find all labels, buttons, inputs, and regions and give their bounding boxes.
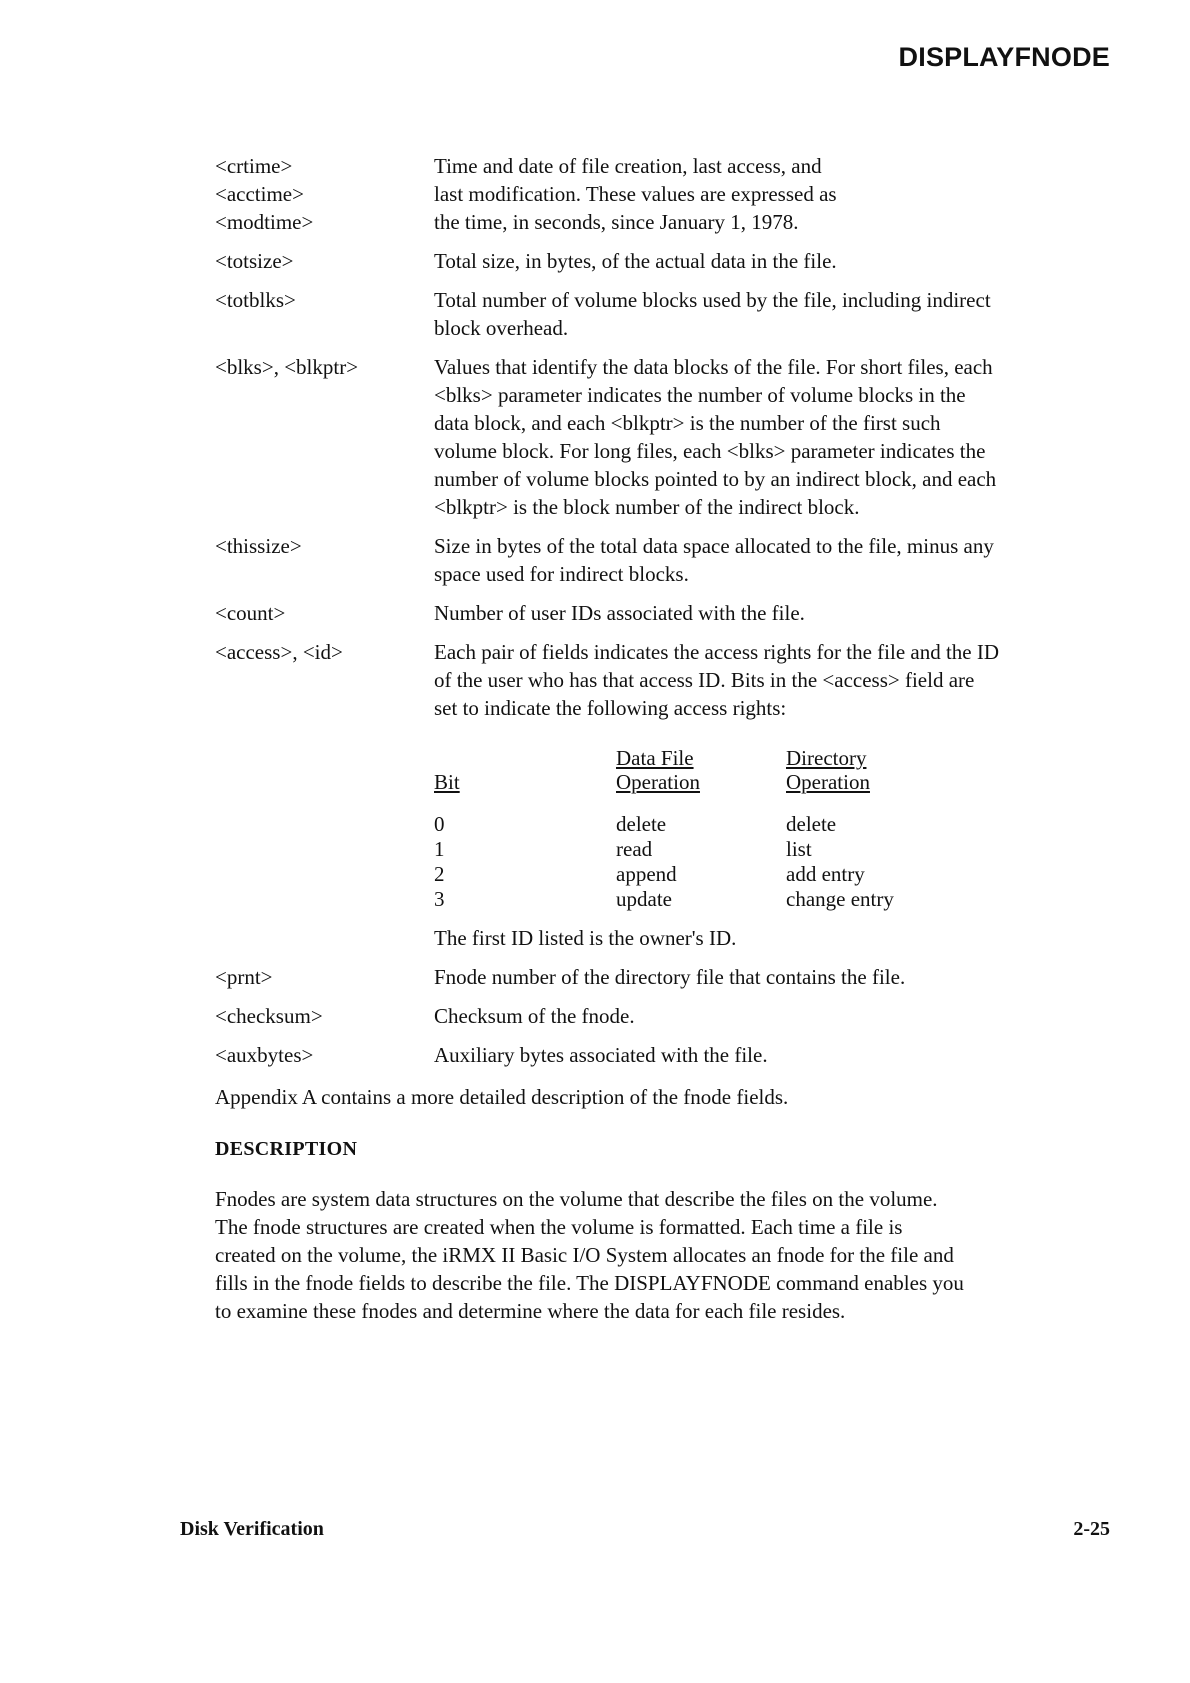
owner-id-note: The first ID listed is the owner's ID. — [434, 926, 737, 950]
param-description — [434, 532, 1090, 588]
param-name — [215, 286, 434, 342]
param-row-thissize — [215, 532, 1090, 588]
desc-line: the time, in seconds, since January 1, 1978. — [434, 210, 799, 234]
header-data-file-bottom: Operation — [616, 770, 700, 794]
header-directory — [786, 746, 966, 798]
cell-data-file: append — [616, 862, 677, 886]
param-description — [434, 1002, 1090, 1030]
section-heading-description: DESCRIPTION — [215, 1138, 358, 1160]
desc-line: <blks> parameter indicates the number of volume blocks in the — [434, 383, 966, 407]
desc-line: Checksum of the fnode. — [434, 1004, 635, 1028]
param-name-line: <access>, <id> — [215, 640, 343, 664]
param-row-totblks — [215, 286, 1090, 342]
param-description — [434, 599, 1090, 627]
table-row — [434, 837, 1090, 862]
cell-directory: delete — [786, 812, 837, 836]
cell-data-file: read — [616, 837, 653, 861]
param-name-line: <acctime> — [215, 182, 304, 206]
desc-line: block overhead. — [434, 316, 569, 340]
param-name — [215, 599, 434, 627]
appendix-note: Appendix A contains a more detailed description of the fnode fields. — [215, 1085, 789, 1109]
param-name — [215, 247, 434, 275]
desc-line: volume block. For long files, each <blks> parameter indicates the — [434, 439, 986, 463]
param-row-prnt — [215, 963, 1090, 991]
desc-line: Auxiliary bytes associated with the file. — [434, 1043, 768, 1067]
desc-line: Fnode number of the directory file that contains the file. — [434, 965, 906, 989]
param-description — [434, 963, 1090, 991]
description-line: created on the volume, the iRMX II Basic I/O System allocates an fnode for the file and — [215, 1243, 954, 1267]
param-row-totsize — [215, 247, 1090, 275]
param-row-checksum — [215, 1002, 1090, 1030]
param-name-line: <blks>, <blkptr> — [215, 355, 359, 379]
description-line: The fnode structures are created when the volume is formatted. Each time a file is — [215, 1215, 903, 1239]
desc-line: Total size, in bytes, of the actual data in the file. — [434, 249, 837, 273]
desc-line: Each pair of fields indicates the access rights for the file and the ID — [434, 640, 1000, 664]
cell-bit: 1 — [434, 837, 445, 861]
cell-bit: 2 — [434, 862, 445, 886]
param-row-access — [215, 638, 1090, 722]
desc-line: Number of user IDs associated with the file. — [434, 601, 805, 625]
param-name-line: <prnt> — [215, 965, 273, 989]
desc-line: last modification. These values are expressed as — [434, 182, 837, 206]
param-name — [215, 1041, 434, 1069]
page-content — [215, 152, 1090, 1325]
header-bit — [434, 746, 616, 798]
param-name-line: <totblks> — [215, 288, 296, 312]
cell-data-file: delete — [616, 812, 667, 836]
param-description — [434, 353, 1090, 521]
table-row — [434, 887, 1090, 912]
desc-line: set to indicate the following access rights: — [434, 696, 787, 720]
header-bit-label: Bit — [434, 770, 460, 794]
param-name — [215, 532, 434, 588]
param-description — [434, 247, 1090, 275]
param-description — [434, 152, 1090, 236]
header-directory-bottom: Operation — [786, 770, 870, 794]
header-data-file-top: Data File — [616, 746, 694, 770]
param-description — [434, 286, 1090, 342]
desc-line: of the user who has that access ID. Bits in the <access> field are — [434, 668, 975, 692]
param-name-line: <crtime> — [215, 154, 293, 178]
table-row — [434, 812, 1090, 837]
table-body — [434, 812, 1090, 912]
header-directory-top: Directory — [786, 746, 867, 770]
access-rights-table — [434, 746, 1090, 912]
param-row-auxbytes — [215, 1041, 1090, 1069]
desc-line: Values that identify the data blocks of the file. For short files, each — [434, 355, 993, 379]
desc-line: <blkptr> is the block number of the indirect block. — [434, 495, 860, 519]
cell-directory: list — [786, 837, 812, 861]
cell-data-file: update — [616, 887, 672, 911]
cell-directory: add entry — [786, 862, 865, 886]
table-row — [434, 862, 1090, 887]
description-paragraph — [215, 1185, 1090, 1325]
description-line: fills in the fnode fields to describe the file. The DISPLAYFNODE command enables you — [215, 1271, 964, 1295]
footer-page-number: 2-25 — [1073, 1518, 1110, 1540]
param-row-blks — [215, 353, 1090, 521]
cell-bit: 3 — [434, 887, 445, 911]
param-name — [215, 963, 434, 991]
param-name — [215, 638, 434, 722]
cell-directory: change entry — [786, 887, 894, 911]
param-row-times — [215, 152, 1090, 236]
description-line: to examine these fnodes and determine where the data for each file resides. — [215, 1299, 846, 1323]
param-name-line: <count> — [215, 601, 286, 625]
param-name-line: <checksum> — [215, 1004, 323, 1028]
param-description — [434, 1041, 1090, 1069]
param-name-line: <auxbytes> — [215, 1043, 314, 1067]
footer-section-name: Disk Verification — [180, 1518, 324, 1540]
desc-line: space used for indirect blocks. — [434, 562, 689, 586]
param-description — [434, 638, 1090, 722]
param-name — [215, 353, 434, 521]
param-name-line: <totsize> — [215, 249, 294, 273]
desc-line: data block, and each <blkptr> is the number of the first such — [434, 411, 941, 435]
desc-line: number of volume blocks pointed to by an indirect block, and each — [434, 467, 997, 491]
page-title: DISPLAYFNODE — [898, 42, 1110, 72]
param-name-line: <thissize> — [215, 534, 302, 558]
param-name — [215, 1002, 434, 1030]
description-line: Fnodes are system data structures on the volume that describe the files on the volume. — [215, 1187, 938, 1211]
param-name — [215, 152, 434, 236]
param-row-count — [215, 599, 1090, 627]
cell-bit: 0 — [434, 812, 445, 836]
desc-line: Total number of volume blocks used by the file, including indirect — [434, 288, 991, 312]
header-data-file — [616, 746, 786, 798]
table-header — [434, 746, 1090, 798]
param-name-line: <modtime> — [215, 210, 314, 234]
desc-line: Size in bytes of the total data space allocated to the file, minus any — [434, 534, 994, 558]
desc-line: Time and date of file creation, last access, and — [434, 154, 822, 178]
